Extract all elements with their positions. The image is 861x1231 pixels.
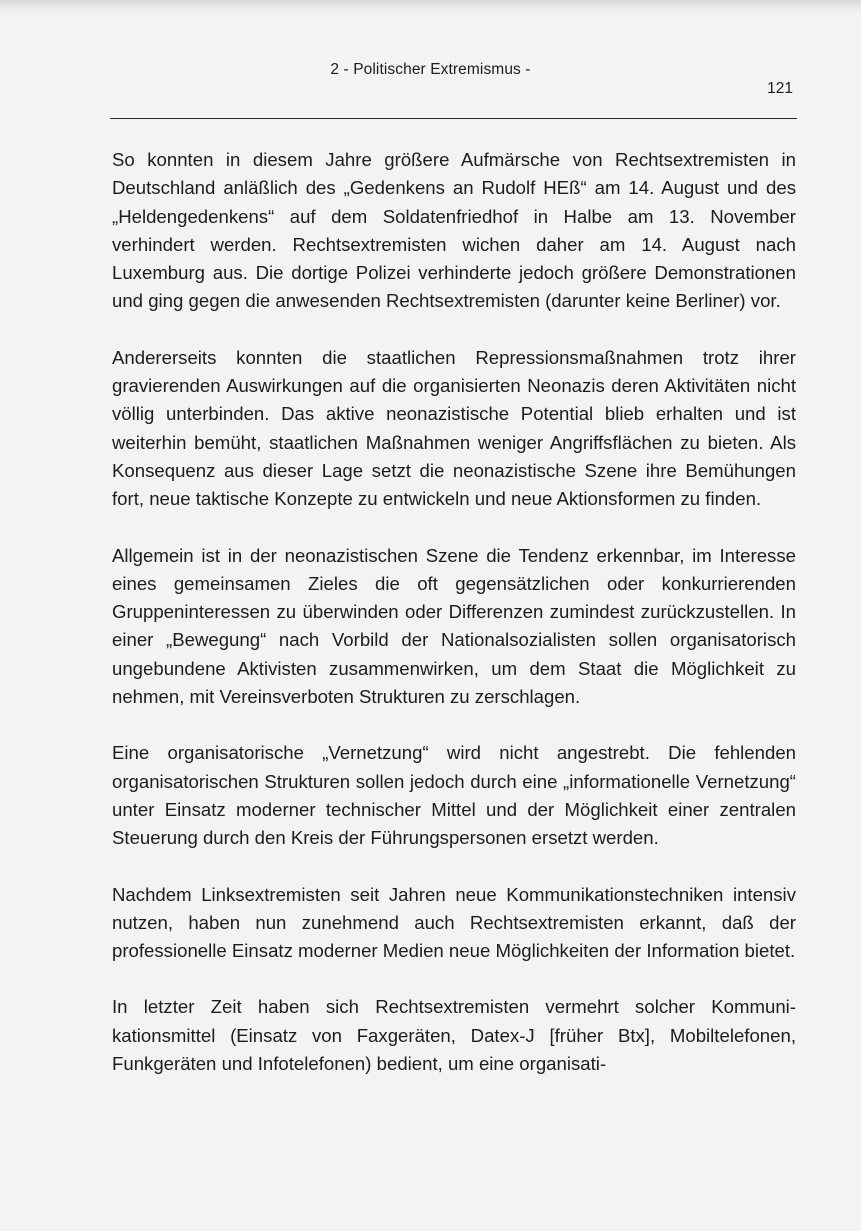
paragraph: Andererseits konnten die staatlichen Repressionsmaßnahmen trotz ihrer gravierenden Auswirkungen auf die organisierten Neonazis deren Aktivitäten nicht völlig unterbinden. Das aktive neonazistische Potential blieb erhalten und ist weiterhin bemüht, staatlichen Maßnahmen weniger Angriffsflächen zu bieten. Als Konsequenz aus dieser Lage setzt die neonazistische Szene ihre Bemühungen fort, neue taktische Konzepte zu entwickeln und neue Aktionsformen zu finden.	[112, 346, 796, 510]
paragraph: So konnten in diesem Jahre größere Aufmärsche von Rechtsextremisten in Deutschland anläßlich des „Gedenkens an Rudolf HEß“ am 14. August und des „Heldengedenkens“ auf dem Soldatenfriedhof in Halbe am 13. November verhindert werden. Rechtsextremisten wichen daher am 14. August nach Luxemburg aus. Die dortige Polizei verhinderte jedoch größere Demonstrationen und ging gegen die anwesenden Rechtsextremisten (darunter keine Berliner) vor.	[112, 149, 796, 312]
paragraph: Eine organisatorische „Vernetzung“ wird nicht angestrebt. Die fehlenden organisatorischen Strukturen sollen jedoch durch eine „informationelle Vernetzung“ unter Einsatz moderner technischer Mittel und der Möglichkeit einer zentralen Steuerung durch den Kreis der Führungspersonen ersetzt werden.	[112, 742, 796, 849]
paragraph: Allgemein ist in der neonazistischen Szene die Tendenz erkennbar, im Interesse eines gemeinsamen Zieles die oft gegensätzlichen oder konkurrierenden Gruppeninteressen zu überwinden oder Differenzen zumindest zurückzustellen. In einer „Bewegung“ nach Vorbild der Nationalsozialisten sollen organisatorisch ungebundene Aktivisten zusammenwirken, um dem Staat die Möglichkeit zu nehmen, mit Vereinsverboten Strukturen zu zerschlagen.	[112, 544, 796, 708]
header-rule	[110, 118, 797, 119]
running-header: 2 - Politischer Extremismus -	[330, 61, 531, 78]
body-text	[112, 146, 796, 1078]
page-number: 121	[767, 80, 793, 97]
paragraph: Nachdem Linksextremisten seit Jahren neue Kommunikationstechniken intensiv nutzen, haben nun zunehmend auch Rechtsextremisten erkannt, daß der professionelle Einsatz moderner Medien neue Möglichkeiten der Information bietet.	[112, 883, 796, 962]
paragraph: In letzter Zeit haben sich Rechtsextremisten vermehrt solcher Kommunikationsmittel (Einsatz von Faxgeräten, Datex-J [früher Btx], Mobiltelefonen, Funkgeräten und Infotelefonen) bedient, um eine organisati-	[112, 996, 796, 1075]
